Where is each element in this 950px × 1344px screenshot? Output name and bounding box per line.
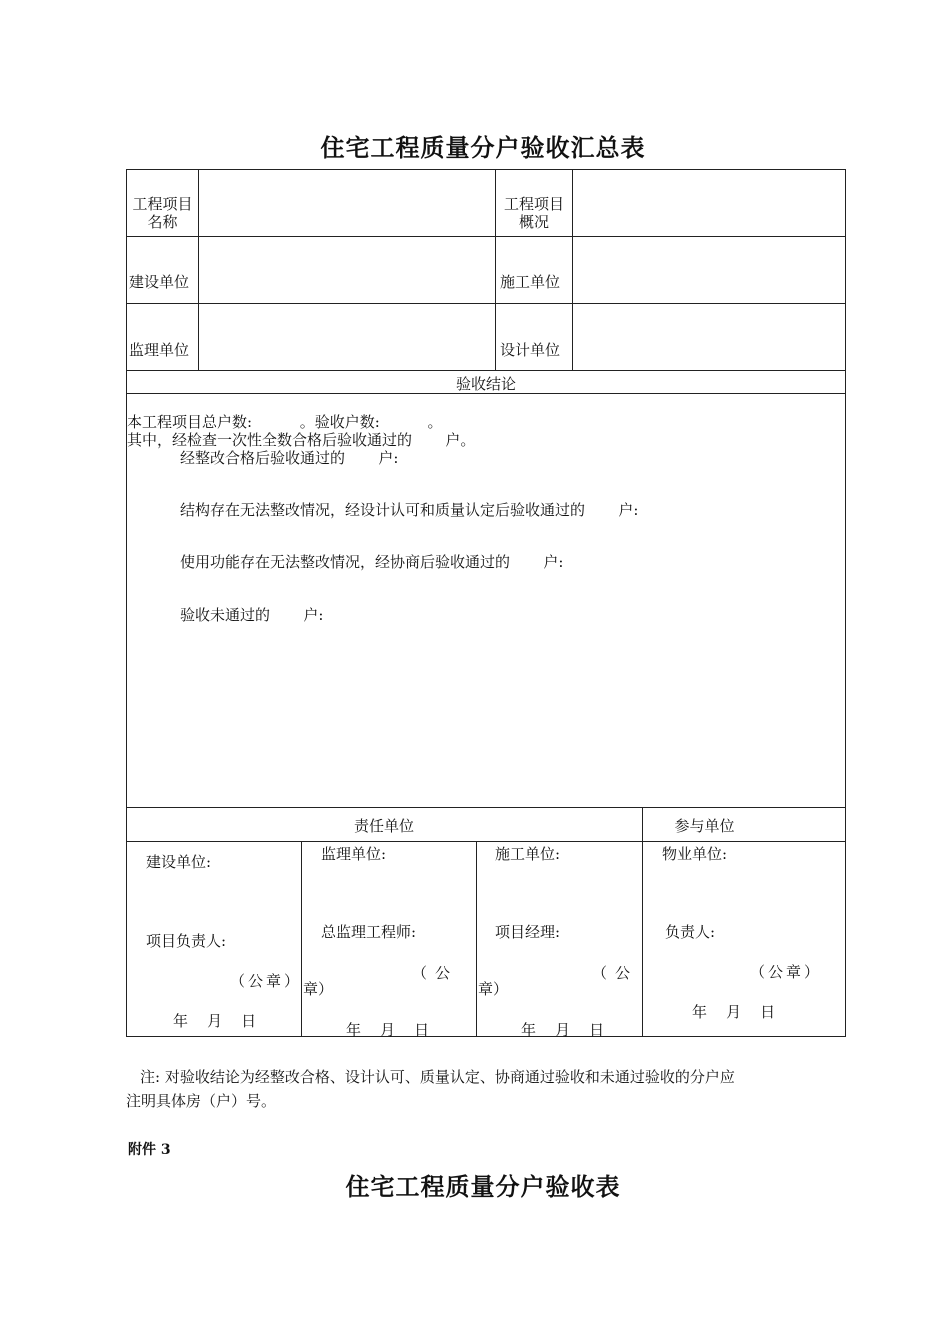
- page-title: 住宅工程质量分户验收汇总表: [320, 133, 646, 162]
- conclusion-header: 验收结论: [455, 375, 516, 393]
- seal-supervision-2: 章）: [303, 980, 334, 998]
- second-title: 住宅工程质量分户验收表: [345, 1172, 621, 1201]
- seal-property: （公章）: [750, 963, 823, 981]
- failed-line: 验收未通过的 户:: [180, 606, 324, 624]
- sign-person-construction: 项目负责人:: [146, 932, 227, 950]
- sign-person-supervision: 总监理工程师:: [321, 923, 417, 941]
- seal-contractor-1: （公: [592, 964, 639, 982]
- participant-units-header: 参与单位: [674, 817, 735, 835]
- structure-pass-line: 结构存在无法整改情况，经设计认可和质量认定后验收通过的 户:: [180, 501, 639, 519]
- seal-construction: （公章）: [230, 972, 303, 990]
- rectified-pass-line: 经整改合格后验收通过的 户:: [180, 449, 399, 467]
- sign-unit-property: 物业单位:: [662, 845, 728, 863]
- sign-person-contractor: 项目经理:: [495, 923, 561, 941]
- first-pass-line: 其中，经检查一次性全数合格后验收通过的 户。: [127, 431, 476, 449]
- note-line-1: 注: 对验收结论为经整改合格、设计认可、质量认定、协商通过验收和未通过验收的分户应: [140, 1068, 735, 1086]
- sign-unit-supervision: 监理单位:: [321, 845, 387, 863]
- date-contractor: 年 月 日: [521, 1021, 605, 1039]
- date-supervision: 年 月 日: [346, 1021, 430, 1039]
- function-pass-line: 使用功能存在无法整改情况，经协商后验收通过的 户:: [180, 553, 564, 571]
- attachment-label: 附件 3: [128, 1142, 171, 1158]
- contractor-unit-label: 施工单位: [500, 273, 561, 291]
- date-construction: 年 月 日: [173, 1012, 257, 1030]
- sign-unit-contractor: 施工单位:: [495, 845, 561, 863]
- note-line-2: 注明具体房（户）号。: [126, 1092, 277, 1110]
- sign-unit-construction: 建设单位:: [146, 853, 212, 871]
- seal-contractor-2: 章）: [478, 980, 509, 998]
- supervision-unit-label: 监理单位: [129, 341, 190, 359]
- date-property: 年 月 日: [692, 1003, 776, 1021]
- design-unit-label: 设计单位: [500, 341, 561, 359]
- project-name-label: 工程项目 名称: [132, 195, 193, 231]
- total-households-line: 本工程项目总户数: 。验收户数: 。: [127, 413, 443, 431]
- seal-supervision-1: （公: [412, 964, 459, 982]
- responsible-units-header: 责任单位: [353, 817, 414, 835]
- construction-unit-label: 建设单位: [129, 273, 190, 291]
- sign-person-property: 负责人:: [665, 923, 716, 941]
- project-overview-label: 工程项目 概况: [503, 195, 564, 231]
